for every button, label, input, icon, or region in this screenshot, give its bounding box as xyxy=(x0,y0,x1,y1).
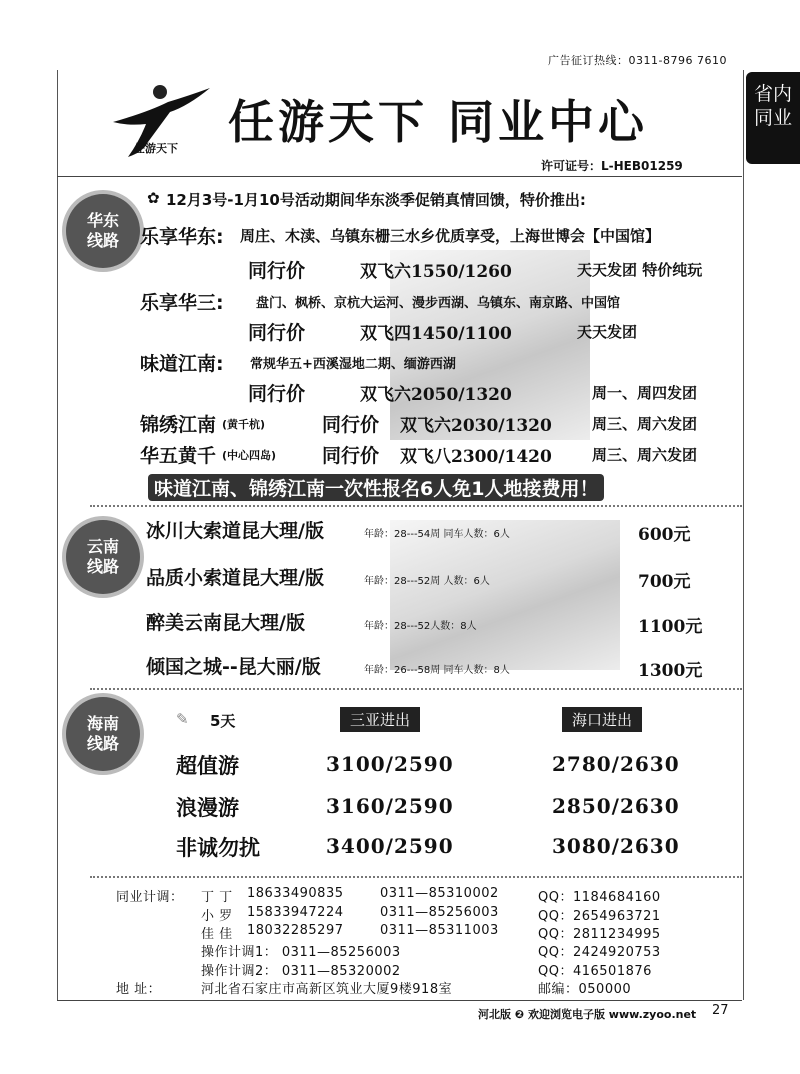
palm-icon: ✎ xyxy=(176,710,189,728)
yunnan-item-cond: 年龄：28---52周 人数：6人 xyxy=(364,576,490,587)
line2-price: 双飞四1450/1100 xyxy=(360,324,512,344)
contact-mobile: 18633490835 xyxy=(247,886,344,901)
contact-name: 小 罗 xyxy=(201,909,233,924)
line4-name: 锦绣江南 xyxy=(140,414,217,436)
contact-tel: 0311—85311003 xyxy=(380,923,499,938)
operator2-qq: QQ：416501876 xyxy=(538,964,652,979)
contact-qq: QQ：2811234995 xyxy=(538,927,661,942)
hainan-row-haikou: 2780/2630 xyxy=(552,752,680,776)
operator1-tel: 操作计调1： 0311—85256003 xyxy=(201,945,401,960)
line1-name: 乐享华东: xyxy=(140,226,224,248)
divider-yunnan-hainan xyxy=(90,688,742,690)
divider-huadong-yunnan xyxy=(90,505,742,507)
operator2-tel: 操作计调2： 0311—85320002 xyxy=(201,964,401,979)
side-tab-line1: 省内 xyxy=(753,83,792,105)
line4-price: 双飞六2030/1320 xyxy=(400,416,552,436)
yunnan-item-name: 醉美云南昆大理/版 xyxy=(146,612,305,634)
side-tab xyxy=(746,72,800,164)
line3-note: 周一、周四发团 xyxy=(592,384,698,402)
contact-tel: 0311—85256003 xyxy=(380,905,499,920)
col-header-sanya: 三亚进出 xyxy=(340,707,420,732)
page-title: 任游天下 同业中心 xyxy=(228,95,649,149)
divider-hainan-contacts xyxy=(90,876,742,878)
contact-name: 佳 佳 xyxy=(201,927,233,942)
postcode: 邮编：050000 xyxy=(538,982,632,997)
footer-text: 河北版 ❷ 欢迎浏览电子版 www.zyoo.net xyxy=(478,1008,697,1021)
yunnan-item-cond: 年龄：28---52人数：8人 xyxy=(364,621,477,632)
yunnan-item-price: 1300元 xyxy=(638,661,703,681)
footer-divider xyxy=(57,1000,742,1001)
ad-hotline: 广告征订热线：0311-8796 7610 xyxy=(548,54,727,67)
line3-name: 味道江南: xyxy=(140,353,224,375)
hainan-row-sanya: 3160/2590 xyxy=(326,794,454,818)
huadong-badge-line2: 线路 xyxy=(86,231,119,250)
line1-note: 天天发团 特价纯玩 xyxy=(577,261,703,279)
yunnan-badge-line1: 云南 xyxy=(86,537,119,556)
huadong-badge-line1: 华东 xyxy=(86,211,119,230)
flower-icon: ✿ xyxy=(147,189,160,207)
line5-name: 华五黄千 xyxy=(140,445,217,467)
line5-label: 同行价 xyxy=(322,445,380,467)
hainan-row-sanya: 3400/2590 xyxy=(326,834,454,858)
logo-text: 任游天下 xyxy=(134,142,178,155)
yunnan-item-price: 600元 xyxy=(638,525,691,545)
operator1-qq: QQ：2424920753 xyxy=(538,945,661,960)
line4-note: 周三、周六发团 xyxy=(592,415,698,433)
line2-label: 同行价 xyxy=(248,322,306,344)
brand-logo xyxy=(108,82,218,162)
line5-note: 周三、周六发团 xyxy=(592,446,698,464)
yunnan-item-name: 倾国之城--昆大丽/版 xyxy=(146,656,321,678)
line1-desc: 周庄、木渎、乌镇东栅三水乡优质享受，上海世博会【中国馆】 xyxy=(240,227,661,245)
yunnan-item-price: 700元 xyxy=(638,572,691,592)
line1-price: 双飞六1550/1260 xyxy=(360,262,512,282)
col-header-haikou: 海口进出 xyxy=(562,707,642,732)
hainan-row-name: 非诚勿扰 xyxy=(176,836,260,860)
contact-qq: QQ：2654963721 xyxy=(538,909,661,924)
contact-mobile: 18032285297 xyxy=(247,923,344,938)
huadong-promo-footer: 味道江南、锦绣江南一次性报名6人免1人地接费用！ xyxy=(148,474,604,501)
huadong-badge xyxy=(66,194,140,268)
yunnan-badge xyxy=(66,520,140,594)
line5-sub: (中心四岛) xyxy=(222,449,277,462)
line2-desc: 盘门、枫桥、京杭大运河、漫步西湖、乌镇东、南京路、中国馆 xyxy=(256,296,621,311)
yunnan-item-cond: 年龄：26---58周 同车人数：8人 xyxy=(364,665,510,676)
hainan-row-sanya: 3100/2590 xyxy=(326,752,454,776)
hainan-badge-line1: 海南 xyxy=(86,714,119,733)
contacts-label: 同业计调： xyxy=(116,890,184,905)
line5-price: 双飞八2300/1420 xyxy=(400,447,552,467)
yunnan-item-name: 冰川大索道昆大理/版 xyxy=(146,520,324,542)
hainan-row-name: 浪漫游 xyxy=(176,796,239,820)
address: 河北省石家庄市高新区筑业大厦9楼918室 xyxy=(201,982,453,997)
line2-name: 乐享华三: xyxy=(140,292,224,314)
header-divider xyxy=(57,176,742,177)
line1-label: 同行价 xyxy=(248,260,306,282)
license-number: 许可证号：L-HEB01259 xyxy=(541,159,683,173)
line3-price: 双飞六2050/1320 xyxy=(360,385,512,405)
page-number: 27 xyxy=(712,1003,729,1018)
hainan-badge-line2: 线路 xyxy=(86,734,119,753)
line4-label: 同行价 xyxy=(322,414,380,436)
contact-qq: QQ：1184684160 xyxy=(538,890,661,905)
hainan-badge xyxy=(66,697,140,771)
huadong-promo-heading: 12月3号-1月10号活动期间华东淡季促销真情回馈，特价推出: xyxy=(166,191,586,209)
yunnan-item-cond: 年龄：28---54周 同车人数：6人 xyxy=(364,529,510,540)
yunnan-item-name: 品质小索道昆大理/版 xyxy=(146,567,324,589)
line4-sub: (黄千杭) xyxy=(222,418,266,431)
yunnan-badge-line2: 线路 xyxy=(86,557,119,576)
line2-note: 天天发团 xyxy=(577,323,638,341)
hainan-row-name: 超值游 xyxy=(176,754,239,778)
contact-mobile: 15833947224 xyxy=(247,905,344,920)
contact-tel: 0311—85310002 xyxy=(380,886,499,901)
side-tab-line2: 同业 xyxy=(753,107,792,129)
yunnan-item-price: 1100元 xyxy=(638,617,703,637)
line3-label: 同行价 xyxy=(248,383,306,405)
hainan-row-haikou: 3080/2630 xyxy=(552,834,680,858)
yunnan-photo xyxy=(390,520,620,670)
contact-name: 丁 丁 xyxy=(201,890,233,905)
address-label: 地 址： xyxy=(116,982,162,997)
hainan-row-haikou: 2850/2630 xyxy=(552,794,680,818)
line3-desc: 常规华五+西溪湿地二期、缅游西湖 xyxy=(250,357,456,372)
hainan-days: 5天 xyxy=(210,712,236,730)
